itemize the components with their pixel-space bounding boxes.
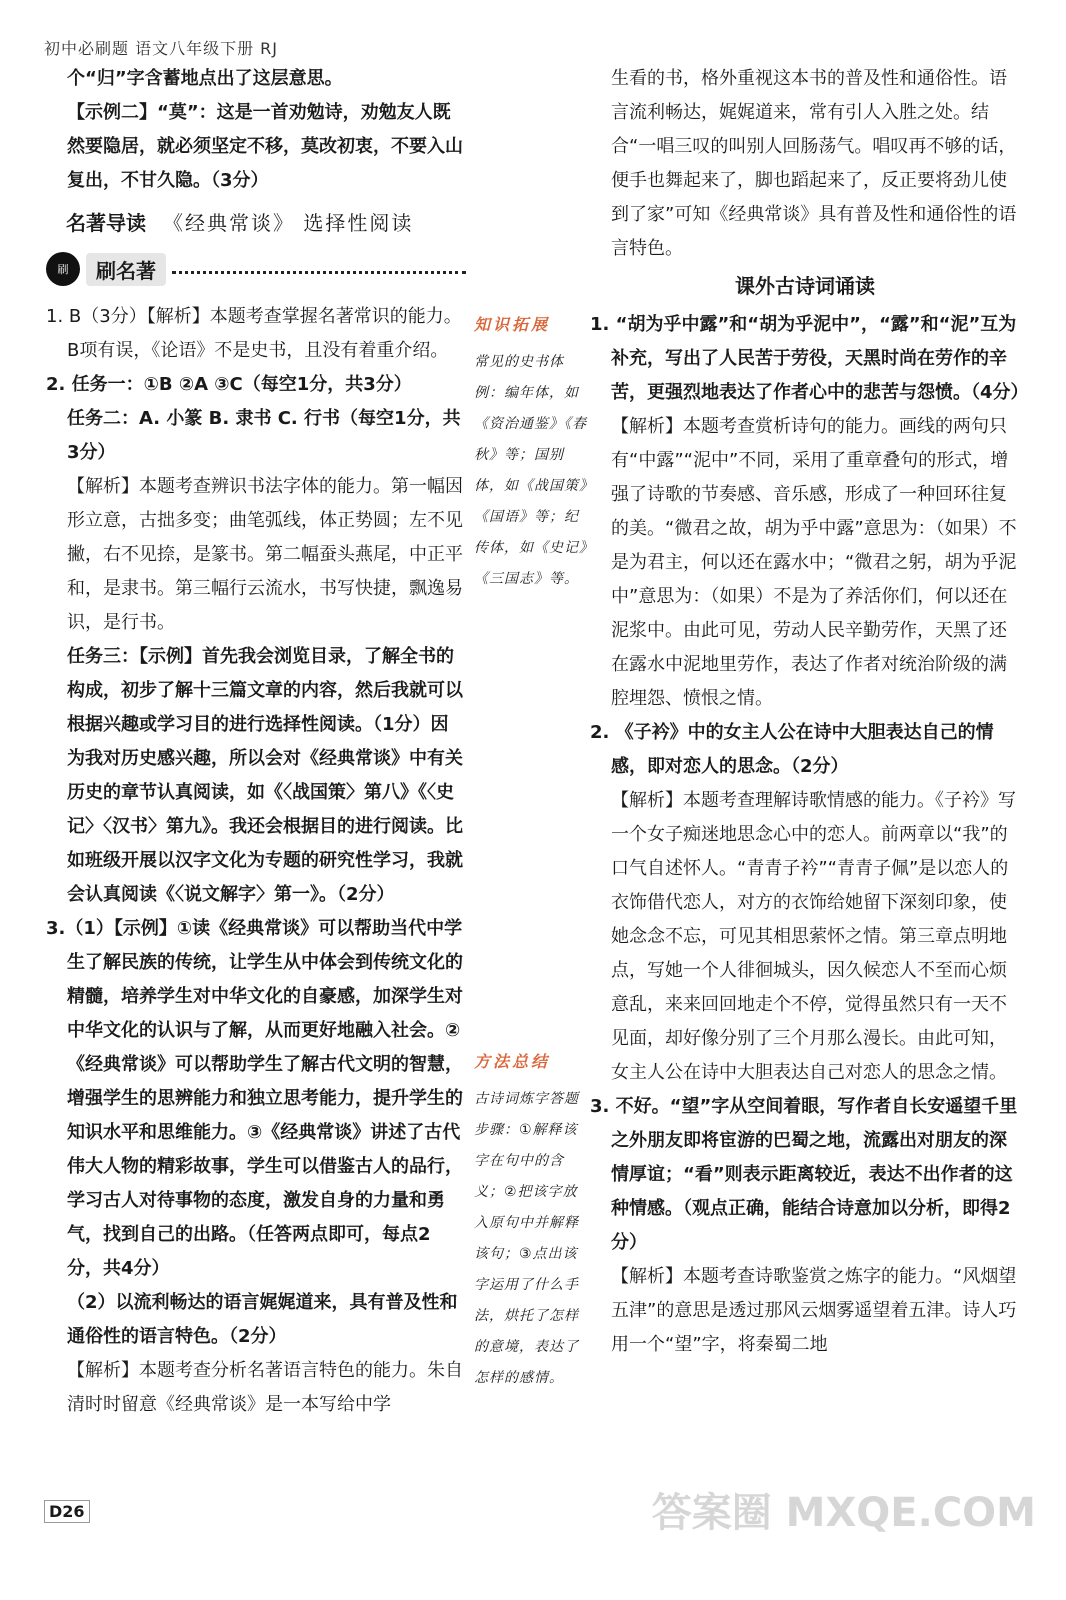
knowledge-box-title: 知识拓展 [474, 315, 551, 334]
answer-paragraph: 3. 不好。“望”字从空间着眼，写作者自长安遥望千里之外朋友即将宦游的巴蜀之地，流露出对朋友的深情厚谊；“看”则表示距离较近，表达不出作者的这种情感。（观点正确，能结合诗意加以分析，即得2分） [590, 1096, 1018, 1253]
sidebar-notes [474, 312, 588, 1394]
right-continuation [590, 62, 1020, 266]
left-answers [46, 300, 466, 1422]
answer-paragraph: （2）以流利畅达的语言娓娓道来，具有普及性和通俗性的语言特色。（2分） [67, 1292, 458, 1347]
answer-paragraph: 2. 《子衿》中的女主人公在诗中大胆表达自己的情感，即对恋人的思念。（2分） [590, 722, 994, 777]
answer-paragraph: 生看的书，格外重视这本书的普及性和通俗性。语言流利畅达，娓娓道来，常有引人入胜之处。结合“一唱三叹的叫别人回肠荡气。唱叹再不够的话，便手也舞起来了，脚也蹈起来了，反正要将劲儿使到了家”可知《经典常谈》具有普及性和通俗性的语言特色。 [611, 68, 1017, 259]
method-box-title: 方法总结 [474, 1052, 551, 1071]
right-column [590, 62, 1029, 1362]
method-box-text: 古诗词炼字答题步骤：①解释该字在句中的含义；②把该字放入原句中并解释该句；③点出该字运用了什么手法，烘托了怎样的意境，表达了怎样的感情。 [474, 1091, 579, 1386]
left-intro [46, 62, 466, 198]
answer-paragraph: 1. B（3分）【解析】本题考查掌握名著常识的能力。 [46, 306, 462, 327]
method-box [474, 1049, 588, 1394]
page-header: 初中必刷题 语文八年级下册 RJ [44, 39, 279, 58]
section-title-poetry: 课外古诗词诵读 [735, 274, 875, 298]
dotted-divider [172, 271, 466, 274]
answer-paragraph: 【解析】本题考查分析名著语言特色的能力。朱自清时时留意《经典常谈》是一本写给中学 [67, 1360, 463, 1415]
answer-paragraph: 个“归”字含蓄地点出了这层意思。 [67, 68, 343, 89]
watermark-logo: 答案圈 MXQE.COM [651, 1490, 1036, 1536]
answer-paragraph: 【解析】本题考查诗歌鉴赏之炼字的能力。“风烟望五津”的意思是透过那风云烟雾遥望着五津。诗人巧用一个“望”字，将秦蜀二地 [611, 1266, 1017, 1355]
section-title-classics [66, 202, 466, 244]
answer-paragraph: 任务三：【示例】首先我会浏览目录，了解全书的构成，初步了解十三篇文章的内容，然后我就可以根据兴趣或学习目的进行选择性阅读。（1分）因为我对历史感兴趣，所以会对《经典常谈》中有关历史的章节认真阅读，如《〈战国策〉第八》《〈史记〉〈汉书〉第九》。我还会根据目的进行阅读。比如班级开展以汉字文化为专题的研究性学习，我就会认真阅读《〈说文解字〉第一》。（2分） [67, 646, 463, 905]
brush-banner [46, 248, 466, 290]
page-number: D26 [44, 1500, 90, 1523]
section-title-main: 名著导读 [66, 211, 146, 235]
knowledge-box-text: 常见的史书体例：编年体，如《资治通鉴》《春秋》等；国别体，如《战国策》《国语》等；纪传体，如《史记》《三国志》等。 [474, 354, 587, 587]
answer-paragraph: 3.（1）【示例】①读《经典常谈》可以帮助当代中学生了解民族的传统，让学生从中体会到传统文化的精髓，培养学生对中华文化的自豪感，加深学生对中华文化的认识与了解，从而更好地融入社会。②《经典常谈》可以帮助学生了解古代文明的智慧，增强学生的思辨能力和独立思考能力，提升学生的知识水平和思维能力。③《经典常谈》讲述了古代伟大人物的精彩故事，学生可以借鉴古人的品行，学习古人对待事物的态度，激发自身的力量和勇气，找到自己的出路。（任答两点即可，每点2分，共4分） [46, 918, 463, 1279]
answer-paragraph: B项有误，《论语》不是史书，且没有着重介绍。 [67, 340, 449, 361]
answer-paragraph: 任务二：A. 小篆 B. 隶书 C. 行书（每空1分，共3分） [67, 408, 461, 463]
answer-paragraph: 1. “胡为乎中露”和“胡为乎泥中”，“露”和“泥”互为补充，写出了人民苦于劳役，天黑时尚在劳作的辛苦，更强烈地表达了作者心中的悲苦与怨愤。（4分） [590, 314, 1029, 403]
section-title-sub: 《经典常谈》 选择性阅读 [162, 211, 414, 235]
answer-paragraph: 【解析】本题考查理解诗歌情感的能力。《子衿》写一个女子痴迷地思念心中的恋人。前两章以“我”的口气自述怀人。“青青子衿”“青青子佩”是以恋人的衣饰借代恋人，对方的衣饰给她留下深刻印象，使她念念不忘，可见其相思萦怀之情。第三章点明地点，写她一个人徘徊城头，因久候恋人不至而心烦意乱，来来回回地走个不停，觉得虽然只有一天不见面，却好像分别了三个月那么漫长。由此可知，女主人公在诗中大胆表达自己对恋人的思念之情。 [611, 790, 1016, 1083]
left-column [46, 62, 466, 1422]
brush-icon: 刷 [46, 252, 80, 286]
knowledge-box [474, 312, 588, 595]
answer-paragraph: 【解析】本题考查赏析诗句的能力。画线的两句只有“中露”“泥中”不同，采用了重章叠句的形式，增强了诗歌的节奏感、音乐感，形成了一种回环往复的美。“微君之故，胡为乎中露”意思为：（如果）不是为君主，何以还在露水中；“微君之躬，胡为乎泥中”意思为：（如果）不是为了养活你们，何以还在泥浆中。由此可见，劳动人民辛勤劳作，天黑了还在露水中泥地里劳作，表达了作者对统治阶级的满腔埋怨、愤恨之情。 [611, 416, 1017, 709]
answer-paragraph: 2. 任务一：①B ②A ③C（每空1分，共3分） [46, 374, 412, 395]
brush-label: 刷名著 [86, 253, 166, 286]
right-answers [590, 308, 1029, 1362]
answer-paragraph: 【示例二】“莫”：这是一首劝勉诗，劝勉友人既然要隐居，就必须坚定不移，莫改初衷，不要入山复出，不甘久隐。（3分） [67, 102, 463, 191]
answer-paragraph: 【解析】本题考查辨识书法字体的能力。第一幅因形立意，古拙多变；曲笔弧线，体正势圆；左不见撇，右不见捺，是篆书。第二幅蚕头燕尾，中正平和，是隶书。第三幅行云流水，书写快捷，飘逸易识，是行书。 [67, 476, 463, 633]
